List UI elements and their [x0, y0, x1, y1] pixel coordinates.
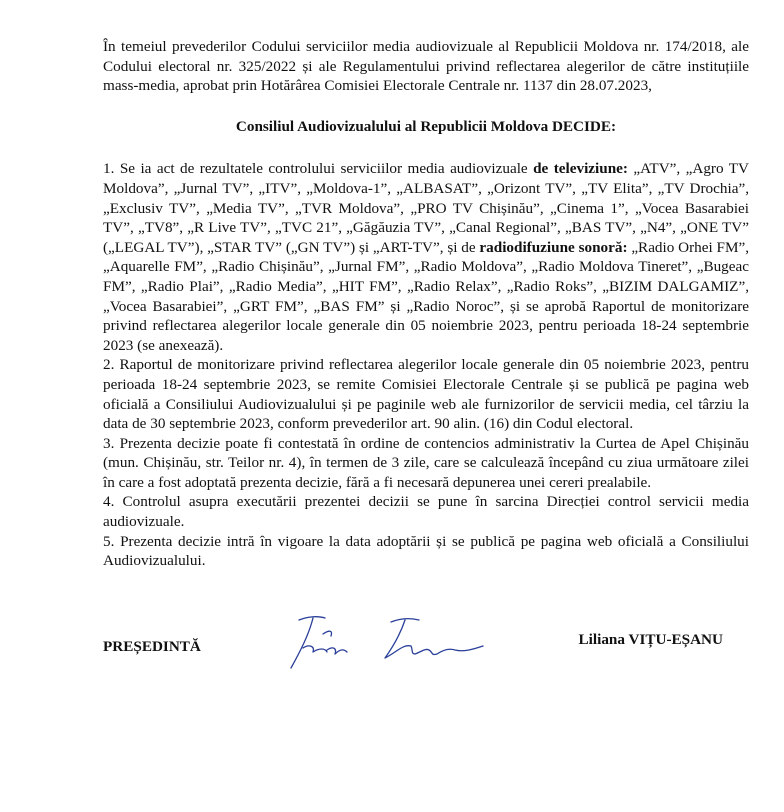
item-1-television-label: de televiziune: [533, 160, 628, 178]
decision-item-3: 3. Prezenta decizie poate fi contestată în ordine de contencios administrativ la Curtea de Apel Chișinău (mun. Chișinău, str. Teilor nr. 4), în termen de 3 zile, care se calculează începând cu ziua următoare zilei în care a fost adoptată prezenta decizie, fără a fi necesară depunerea unei cereri prealabile. [103, 434, 749, 491]
handwritten-signature [279, 608, 489, 674]
signatory-name: Liliana VIȚU-EȘANU [578, 631, 723, 648]
decision-item-5: 5. Prezenta decizie intră în vigoare la data adoptării și se publică pe pagina web oficială a Consiliului Audiovizualului. [103, 532, 749, 570]
signatory-role: PREȘEDINTĂ [103, 638, 201, 655]
item-1-text-part-1: 1. Se ia act de rezultatele controlului serviciilor media audiovizuale [103, 160, 534, 178]
signature-stroke-3 [323, 631, 332, 636]
signature-block [103, 618, 749, 678]
signature-stroke-2 [385, 619, 483, 658]
item-1-text-part-3: „Radio Orhei FM”, „Aquarelle FM”, „Radio Chișinău”, „Jurnal FM”, „Radio Moldova”, „Radio Moldova Tineret”, „Bugeac FM”, „Radio Plai”, „Radio Media”, „HIT FM”, „Radio Relax”, „Radio Roks”, „BIZIM DALGAMIZ”, „Vocea Basarabiei”, „GRT FM”, „BAS FM” și „Radio Noroc”, și se aprobă Raportul de monitorizare privind reflectarea alegerilor locale generale din 05 noiembrie 2023, pentru perioada 18-24 septembrie 2023 (se anexează). [103, 238, 750, 354]
decision-item-1 [103, 159, 749, 355]
decision-item-2: 2. Raportul de monitorizare privind reflectarea alegerilor locale generale din 05 noiembrie 2023, pentru perioada 18-24 septembrie 2023, se remite Comisiei Electorale Centrale și se publică pe pagina web oficială a Consiliului Audiovizualului și pe paginile web ale furnizorilor de servicii media, cel târziu la data de 30 septembrie 2023, conform prevederilor art. 90 alin. (16) din Codul electoral. [103, 356, 749, 433]
preamble-paragraph: În temeiul prevederilor Codului serviciilor media audiovizuale al Republicii Moldova nr. 174/2018, ale Codului electoral nr. 325/2022 și ale Regulamentului privind reflectarea alegerilor de către instituțiile mass-media, aprobat prin Hotărârea Comisiei Electorale Centrale nr. 1137 din 28.07.2023, [103, 38, 749, 95]
decision-item-4: 4. Controlul asupra executării prezentei decizii se pune în sarcina Direcției control servicii media audiovizuale. [103, 493, 749, 531]
decision-heading: Consiliul Audiovizualului al Republicii Moldova DECIDE: [235, 117, 617, 135]
decision-document [103, 37, 749, 571]
item-1-text-part-2: „ATV”, „Agro TV Moldova”, „Jurnal TV”, „ITV”, „Moldova-1”, „ALBASAT”, „Orizont TV”, „TV Elita”, „TV Drochia”, „Exclusiv TV”, „Media TV”, „TVR Moldova”, „PRO TV Chișinău”, „Cinema 1”, „Vocea Basarabiei TV”, „TV8”, „R Live TV”, „TVC 21”, „Găgăuzia TV”, „Canal Regional”, „BAS TV”, „N4”, „ONE TV” („LEGAL TV”), „STAR TV” („GN TV”) și „ART-TV”, și de [103, 160, 749, 256]
signature-stroke-1 [291, 617, 347, 668]
item-1-radio-label: radiodifuziune sonoră: [479, 238, 628, 256]
